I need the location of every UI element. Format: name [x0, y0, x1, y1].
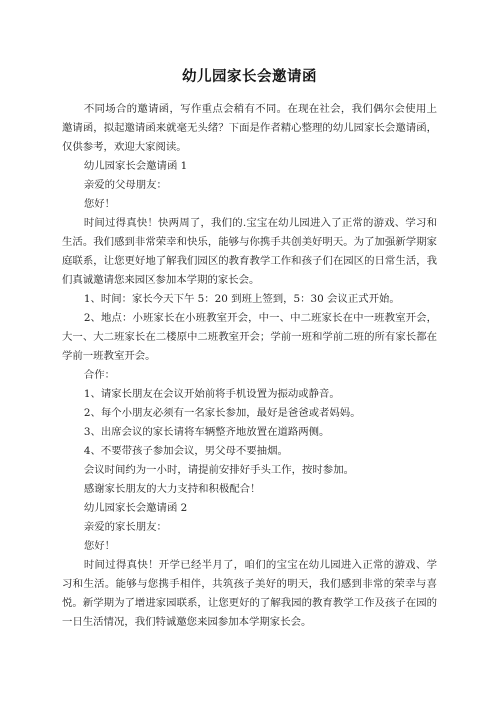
thanks-line: 感谢家长朋友的大力支持和积极配合！ [83, 483, 261, 495]
body-paragraph: 时间过得真快！快两周了，我们的.宝宝在幼儿园进入了正常的游戏、学习和生活。我们感到非常荣幸和快乐，能够与你携手共创美好明天。为了加强新学期家庭联系，让您更好地了解我们园区的教育教学工作和孩子们在园区的日常生活，我们真诚邀请您来园区参加本学期的家长会。 [62, 217, 437, 286]
salutation: 亲爱的家长朋友： [83, 521, 167, 533]
list-item: 3、出席会议的家长请将车辆整齐地放置在道路两侧。 [83, 426, 330, 438]
document-title: 幼儿园家长会邀请函 [182, 69, 317, 85]
document-body [62, 68, 437, 632]
list-item: 2、每个小朋友必须有一名家长参加，最好是爸爸或者妈妈。 [83, 407, 361, 419]
greeting: 您好！ [83, 540, 115, 552]
meeting-duration-note: 会议时间约为一小时，请提前安排好手头工作，按时参加。 [83, 464, 354, 476]
location-item: 2、地点：小班家长在小班教室开会，中一、中二班家长在中一班教室开会，大一、大二班家长在二楼原中二班教室开会；学前一班和学前二班的所有家长都在学前一班教室开会。 [62, 312, 437, 362]
list-item: 4、不要带孩子参加会议，男父母不要抽烟。 [83, 445, 288, 457]
section-heading-2: 幼儿园家长会邀请函 2 [83, 502, 188, 514]
list-item: 1、请家长朋友在会议开始前将手机设置为振动或静音。 [83, 388, 340, 400]
intro-paragraph: 不同场合的邀请函，写作重点会稍有不同。在现在社会，我们偶尔会使用上邀请函，拟起邀请函来就毫无头绪？下面是作者精心整理的幼儿园家长会邀请函，仅供参考，欢迎大家阅读。 [62, 103, 437, 153]
greeting: 您好！ [83, 198, 115, 210]
section-heading-1: 幼儿园家长会邀请函 1 [83, 160, 188, 172]
cooperation-heading: 合作： [83, 369, 115, 381]
salutation: 亲爱的父母朋友： [83, 179, 167, 191]
time-item: 1、时间：家长今天下午 5：20 到班上签到，5：30 会议正式开始。 [83, 293, 400, 305]
body-paragraph: 时间过得真快！开学已经半月了，咱们的宝宝在幼儿园进入正常的游戏、学习和生活。能够与您携手相伴，共筑孩子美好的明天，我们感到非常的荣幸与喜悦。新学期为了增进家园联系，让您更好的了解我园的教育教学工作及孩子在园的一日生活情况，我们特诚邀您来园参加本学期家长会。 [62, 559, 437, 628]
